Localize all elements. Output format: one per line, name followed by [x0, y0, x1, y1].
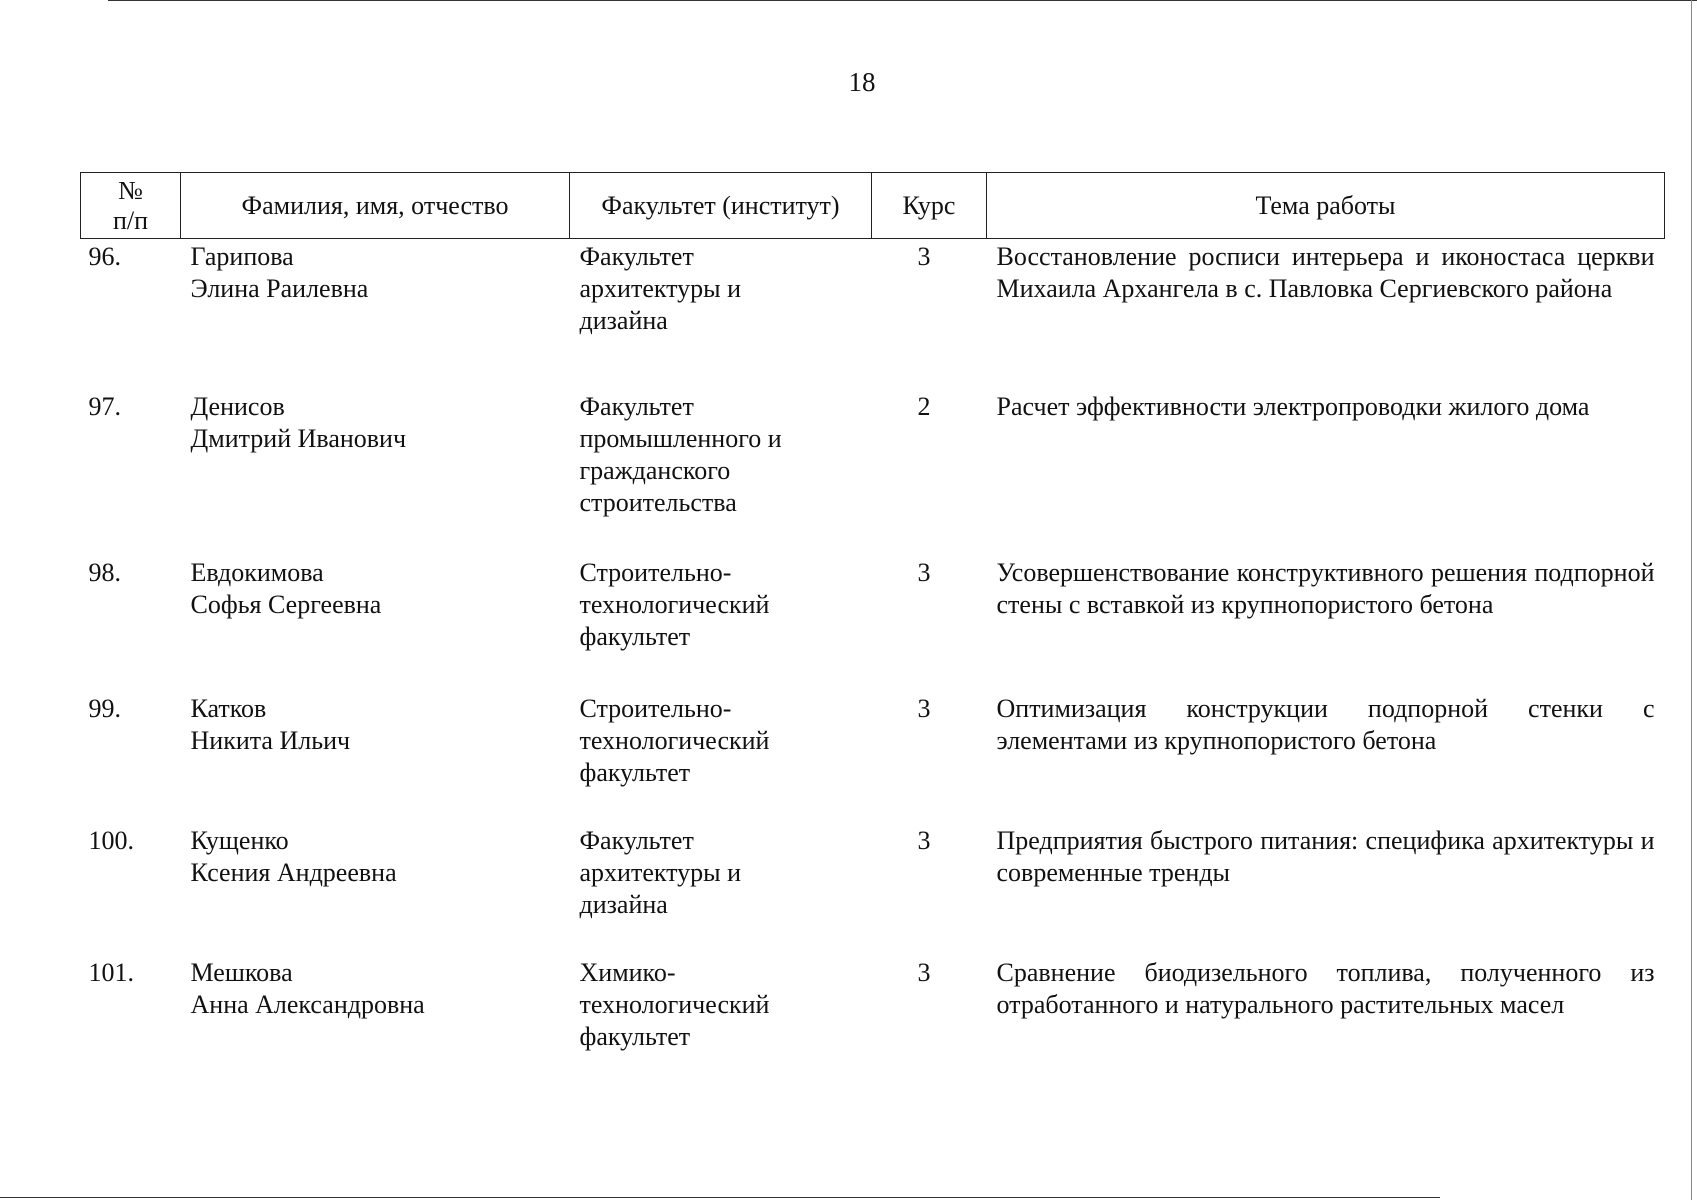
faculty-line: технологический — [579, 990, 770, 1019]
header-number — [81, 173, 181, 239]
name-line: Катков — [190, 694, 267, 723]
faculty-line: факультет — [579, 622, 691, 651]
cell-topic: Расчет эффективности электропроводки жилого дома — [996, 392, 1590, 421]
table-row — [81, 823, 1665, 955]
name-line: Никита Ильич — [190, 726, 351, 755]
name-line: Мешкова — [190, 958, 293, 987]
faculty-line: архитектуры и — [579, 858, 742, 887]
name-line: Дмитрий Иванович — [190, 424, 407, 453]
table-row — [81, 555, 1665, 691]
cell-name — [181, 691, 570, 823]
scan-edge-right — [1691, 0, 1692, 1200]
header-number-line: № — [118, 175, 143, 205]
faculty-line: Факультет — [579, 242, 694, 271]
name-line: Ксения Андреевна — [190, 858, 397, 887]
faculty-line: Строительно- — [579, 694, 732, 723]
cell-name — [181, 555, 570, 691]
cell-course: 3 — [917, 242, 931, 271]
faculty-line: Химико- — [579, 958, 676, 987]
cell-name — [181, 955, 570, 1067]
cell-faculty — [570, 823, 872, 955]
header-faculty: Факультет (институт) — [570, 173, 872, 239]
faculty-line: гражданского — [579, 456, 731, 485]
cell-topic: Сравнение биодизельного топлива, полученного из отработанного и натурального растительных масел — [996, 958, 1655, 1019]
cell-name — [181, 239, 570, 390]
cell-course: 3 — [917, 958, 931, 987]
cell-name — [181, 389, 570, 555]
faculty-line: дизайна — [579, 890, 668, 919]
cell-course: 3 — [917, 558, 931, 587]
table-body — [81, 239, 1665, 1068]
cell-faculty — [570, 389, 872, 555]
cell-topic: Восстановление росписи интерьера и иконостаса церкви Михаила Архангела в с. Павловка Сергиевского района — [996, 242, 1655, 303]
cell-course: 3 — [917, 826, 931, 855]
header-number-line: п/п — [112, 205, 149, 235]
faculty-line: Строительно- — [579, 558, 732, 587]
name-line: Анна Александровна — [190, 990, 425, 1019]
table-row — [81, 389, 1665, 555]
faculty-line: архитектуры и — [579, 274, 742, 303]
header-row — [81, 173, 1665, 239]
cell-faculty — [570, 239, 872, 390]
name-line: Софья Сергеевна — [190, 590, 382, 619]
faculty-line: Факультет — [579, 392, 694, 421]
name-line: Элина Раилевна — [190, 274, 369, 303]
cell-faculty — [570, 691, 872, 823]
table-row — [81, 239, 1665, 390]
cell-number: 97. — [88, 392, 121, 421]
cell-topic: Предприятия быстрого питания: специфика архитектуры и современные тренды — [996, 826, 1655, 887]
students-table — [80, 172, 1665, 1067]
cell-topic: Усовершенствование конструктивного решения подпорной стены с вставкой из крупнопористого бетона — [996, 558, 1655, 619]
table-row — [81, 691, 1665, 823]
cell-number: 96. — [88, 242, 121, 271]
page-number: 18 — [848, 67, 876, 97]
cell-course: 2 — [917, 392, 931, 421]
faculty-line: строительства — [579, 488, 737, 517]
faculty-line: Факультет — [579, 826, 694, 855]
faculty-line: технологический — [579, 726, 770, 755]
cell-faculty — [570, 555, 872, 691]
faculty-line: факультет — [579, 758, 691, 787]
scan-edge-top — [108, 0, 1697, 1]
cell-course: 3 — [917, 694, 931, 723]
cell-number: 98. — [88, 558, 121, 587]
table-row — [81, 955, 1665, 1067]
faculty-line: технологический — [579, 590, 770, 619]
header-name: Фамилия, имя, отчество — [181, 173, 570, 239]
faculty-line: промышленного и — [579, 424, 782, 453]
header-course: Курс — [872, 173, 987, 239]
faculty-line: дизайна — [579, 306, 668, 335]
scan-edge-bottom — [0, 1197, 1440, 1198]
cell-name — [181, 823, 570, 955]
cell-number: 99. — [88, 694, 121, 723]
cell-number: 100. — [88, 826, 134, 855]
cell-number: 101. — [88, 958, 134, 987]
name-line: Евдокимова — [190, 558, 324, 587]
faculty-line: факультет — [579, 1022, 691, 1051]
name-line: Денисов — [190, 392, 285, 421]
cell-topic: Оптимизация конструкции подпорной стенки с элементами из крупнопористого бетона — [996, 694, 1655, 755]
table-header — [81, 173, 1665, 239]
header-topic: Тема работы — [987, 173, 1665, 239]
name-line: Кущенко — [190, 826, 289, 855]
cell-faculty — [570, 955, 872, 1067]
name-line: Гарипова — [190, 242, 294, 271]
